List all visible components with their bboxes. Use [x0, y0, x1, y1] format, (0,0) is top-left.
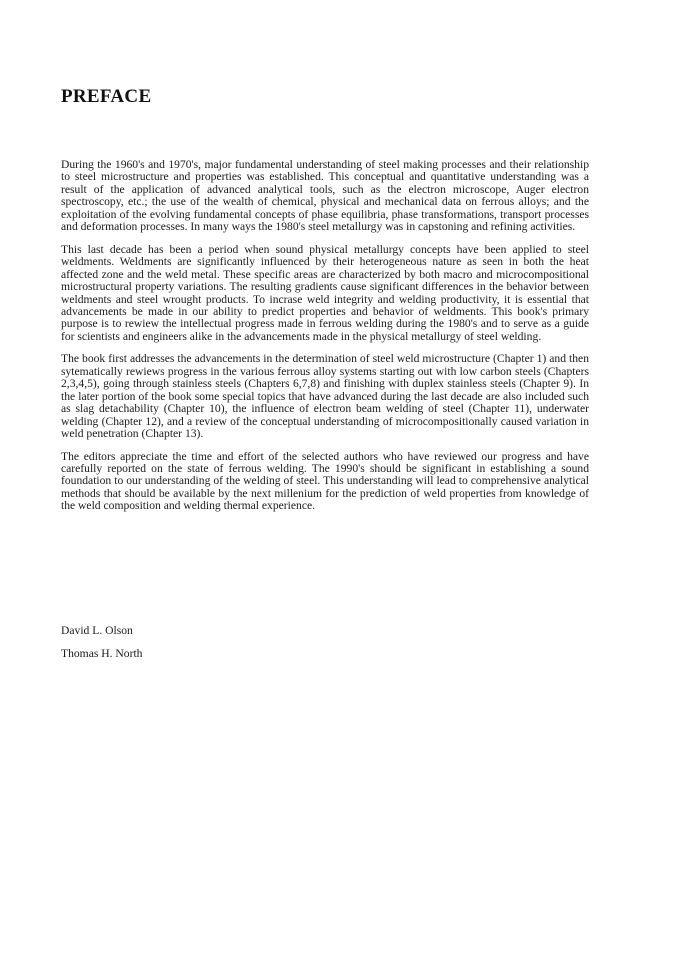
paragraph: The book first addresses the advancements in the determination of steel weld microstructure (Chapter 1) and then sytematically rewiews progress in the various ferrous alloy systems starting out with low carbon steels (Chapters 2,3,4,5), going through stainless steels (Chapters 6,7,8) and finishing with duplex stainless steels (Chapter 9). In the later portion of the book some special topics that have advanced during the last decade are also included such as slag detachability (Chapter 10), the influence of electron beam welding of steel (Chapter 11), underwater welding (Chapter 12), and a review of the conceptual understanding of microcompositionally caused variation in weld penetration (Chapter 13).: [61, 352, 589, 441]
paragraph: During the 1960's and 1970's, major fundamental understanding of steel making processes and their relationship to steel microstructure and properties was established. This conceptual and quantitative understanding was a result of the application of advanced analytical tools, such as the electron microscope, Auger electron spectroscopy, etc.; the use of the wealth of chemical, physical and mechanical data on ferrous alloys; and the exploitation of the evolving fundamental concepts of phase equilibria, phase transformations, transport processes and deformation processes. In many ways the 1980's steel metallurgy was in capstoning and refining activities.: [61, 158, 589, 234]
signature-block: [61, 624, 142, 670]
editor-name: David L. Olson: [61, 624, 133, 637]
paragraph: This last decade has been a period when sound physical metallurgy concepts have been applied to steel weldments. Weldments are significantly influenced by their heterogeneous nature as seen in both the heat affected zone and the weld metal. These specific areas are characterized by both macro and microcompositional microstructural property variations. The resulting gradients cause significant differences in the behavior between weldments and steel wrought products. To incrase weld integrity and welding productivity, it is essential that advancements be made in our ability to predict properties and behavior of weldments. This book's primary purpose is to rewiew the intellectual progress made in ferrous welding during the 1980's and to serve as a guide for scientists and engineers alike in the advancements made in the physical metallurgy of steel welding.: [61, 242, 589, 343]
page-title: PREFACE: [61, 86, 152, 107]
editor-name: Thomas H. North: [61, 647, 143, 660]
preface-body: [61, 159, 589, 523]
paragraph: The editors appreciate the time and effort of the selected authors who have reviewed our progress and have carefully reported on the state of ferrous welding. The 1990's should be significant in establishing a sound foundation to our understanding of the welding of steel. This understanding will lead to comprehensive analytical methods that should be available by the next millenium for the prediction of weld properties from knowledge of the weld composition and welding thermal experience.: [61, 449, 589, 513]
